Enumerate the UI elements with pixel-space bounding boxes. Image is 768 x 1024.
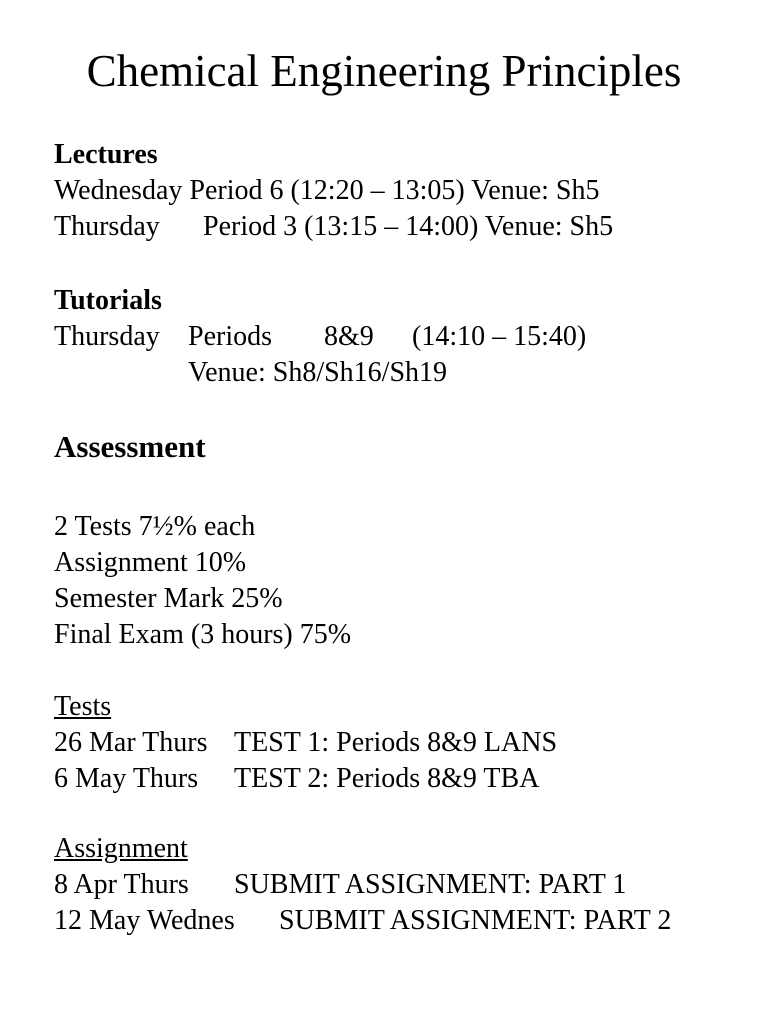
tutorial-venue: Venue: Sh8/Sh16/Sh19 (188, 357, 448, 388)
test-event: TEST 2: Periods 8&9 TBA (234, 763, 540, 794)
tutorials-heading: Tutorials (54, 285, 162, 316)
lecture-day: Thursday (54, 211, 160, 242)
test-date: 6 May Thurs (54, 763, 199, 794)
test-event: TEST 1: Periods 8&9 LANS (234, 727, 558, 758)
assessment-item: Semester Mark 25% (54, 583, 283, 614)
page-title: Chemical Engineering Principles (86, 46, 682, 96)
assessment-heading: Assessment (54, 429, 206, 464)
tutorial-periods-label: Periods (188, 321, 272, 352)
lecture-row-wednesday: Wednesday Period 6 (12:20 – 13:05) Venue: Sh5 (54, 175, 600, 206)
assessment-item: Assignment 10% (54, 547, 247, 578)
test-date: 26 Mar Thurs (54, 727, 208, 758)
assignment-event: SUBMIT ASSIGNMENT: PART 1 (234, 869, 627, 900)
assessment-item: 2 Tests 7½% each (54, 511, 256, 542)
tutorial-day: Thursday (54, 321, 160, 352)
assignment-date: 8 Apr Thurs (54, 869, 189, 900)
lectures-heading: Lectures (54, 139, 158, 170)
tests-heading: Tests (54, 691, 112, 722)
assignment-date: 12 May Wednes (54, 905, 235, 936)
assignment-heading: Assignment (54, 833, 188, 864)
assessment-item: Final Exam (3 hours) 75% (54, 619, 352, 650)
tutorial-periods: 8&9 (324, 321, 374, 352)
lecture-detail: Period 3 (13:15 – 14:00) Venue: Sh5 (203, 211, 614, 242)
assignment-event: SUBMIT ASSIGNMENT: PART 2 (279, 905, 672, 936)
tutorial-time: (14:10 – 15:40) (412, 321, 587, 352)
